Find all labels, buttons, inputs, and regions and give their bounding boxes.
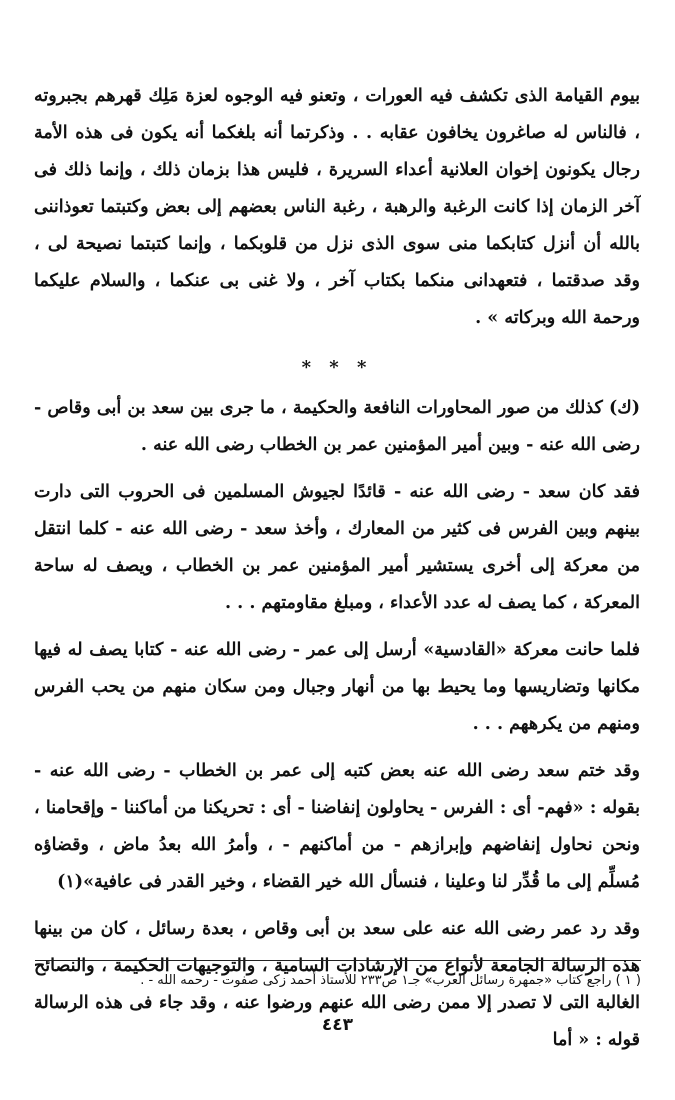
page-body bbox=[34, 78, 640, 1059]
paragraph-letter-ending: بيوم القيامة الذى تكشف فيه العورات ، وتعنو فيه الوجوه لعزة مَلِك قهرهم بجبروته ، فالناس له صاغرون يخافون عقابه . . وذكرتما أنه بلغكما أنه يكون فى هذه الأمة رجال يكونون إخوان العلانية أعداء السريرة ، فليس هذا بزمان ذلك ، وإنما ذلك فى آخر الزمان إذا كانت الرغبة والرهبة ، رغبة الناس بعضهم إلى بعض وكتبتما تعوذاننى بالله أن أنزل كتابكما منى سوى الذى نزل من قلوبكما ، وإنما كتبتما نصيحة لى ، وقد صدقتما ، فتعهدانى منكما بكتاب آخر ، ولا غنى بى عنكما ، والسلام عليكما ورحمة الله وبركاته » . bbox=[34, 86, 640, 328]
paragraph-umar-reply: وقد رد عمر رضى الله عنه على سعد بن أبى وقاص ، بعدة رسائل ، كان من بينها هذه الرسالة الجامعة لأنواع من الإرشادات السامية ، والتوجيهات الحكيمة ، والنصائح الغالبة التى لا تصدر إلا ممن رضى الله عنهم ورضوا عنه ، وقد جاء فى هذه الرسالة قوله : « أما bbox=[34, 919, 640, 1050]
paragraph-saad-closing: وقد ختم سعد رضى الله عنه بعض كتبه إلى عمر بن الخطاب - رضى الله عنه - بقوله : «فهم- أى : الفرس - يحاولون إنفاضنا - أى : تحريكنا من أماكننا - وإقحامنا ، ونحن نحاول إنفاضهم وإبرازهم - من أماكنهم - ، وأمرُ الله بعدُ ماض ، وقضاؤه مُسلِّم إلى ما قُدِّر لنا وعلينا ، فنسأل الله خير القضاء ، وخير القدر فى عافية»(١) bbox=[34, 761, 640, 892]
paragraph-saad-commander: فقد كان سعد - رضى الله عنه - قائدًا لجيوش المسلمين فى الحروب التى دارت بينهم وبين الفرس فى كثير من المعارك ، وأخذ سعد - رضى الله عنه - كلما انتقل من معركة إلى أخرى يستشير أمير المؤمنين عمر بن الخطاب ، ويصف له ساحة المعركة ، كما يصف له عدد الأعداء ، ومبلغ مقاومتهم . . . bbox=[34, 482, 640, 613]
page-number: ٤٤٣ bbox=[321, 1015, 354, 1035]
paragraph-section-k: (ك) كذلك من صور المحاورات النافعة والحكيمة ، ما جرى بين سعد بن أبى وقاص - رضى الله عنه - وبين أمير المؤمنين عمر بن الخطاب رضى الله عنه . bbox=[34, 398, 640, 455]
section-separator: * * * bbox=[301, 357, 373, 378]
footnote-divider bbox=[35, 960, 641, 961]
footnote: ( ١ ) راجع كتاب «جمهرة رسائل العرب» جـ١ ص٢٣٣ للأستاذ أحمد زكى صفوت - رحمه الله - . bbox=[140, 973, 641, 988]
paragraph-qadisiyyah: فلما حانت معركة «القادسية» أرسل إلى عمر - رضى الله عنه - كتابا يصف له فيها مكانها وتضاريسها وما يحيط بها من أنهار وجبال ومن سكان منهم من يحب الفرس ومنهم من يكرههم . . . bbox=[34, 640, 640, 734]
